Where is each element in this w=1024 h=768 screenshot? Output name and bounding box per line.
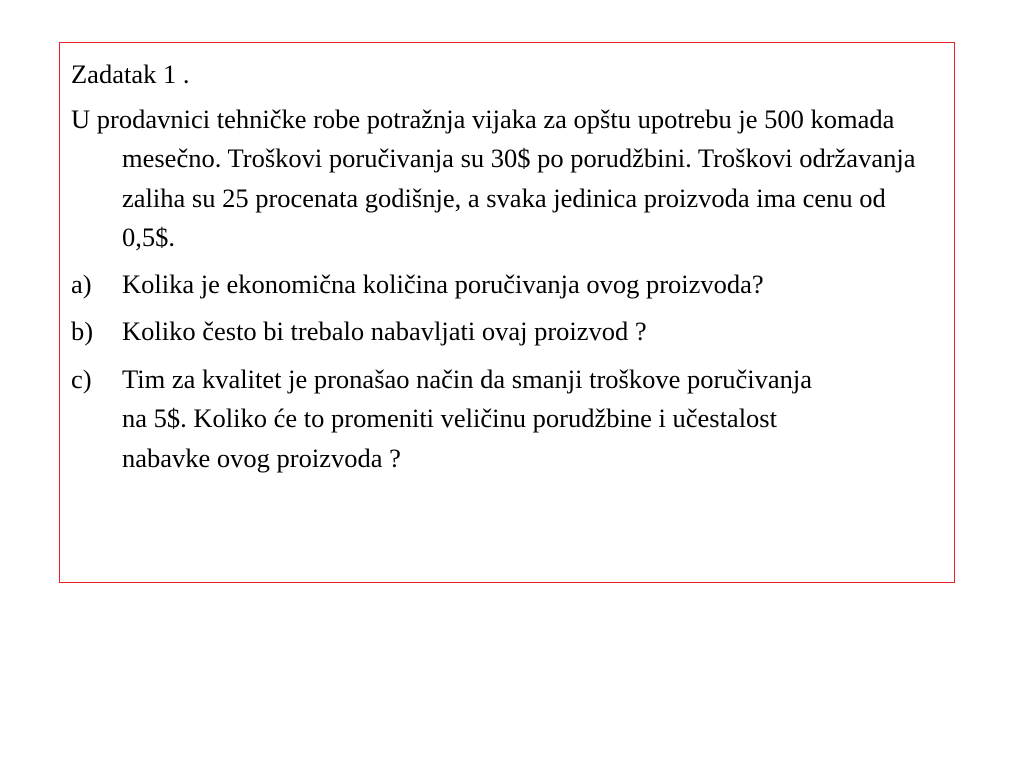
question-text: Koliko često bi trebalo nabavljati ovaj proizvod ? bbox=[122, 316, 647, 346]
task-intro: U prodavnici tehničke robe potražnja vijaka za opštu upotrebu je 500 komada mesečno. Troškovi poručivanja su 30$ po porudžbini. Troškovi održavanja zaliha su 25 procenata godišnje, a svaka jedinica proizvoda ima cenu od 0,5$. bbox=[71, 103, 916, 252]
question-text: Tim za kvalitet je pronašao način da smanji troškove poručivanja na 5$. Koliko će to promeniti veličinu porudžbine i učestalost nabavke ovog proizvoda ? bbox=[122, 363, 813, 473]
task-title: Zadatak 1 . bbox=[71, 59, 190, 89]
question-text: Kolika je ekonomična količina poručivanja ovog proizvoda? bbox=[122, 268, 764, 299]
question-c bbox=[71, 360, 954, 479]
question-a bbox=[71, 265, 954, 305]
question-marker: b) bbox=[71, 316, 94, 346]
question-marker: a) bbox=[71, 268, 92, 299]
question-b bbox=[71, 312, 954, 352]
task-box bbox=[59, 42, 955, 583]
question-marker: c) bbox=[71, 363, 92, 394]
